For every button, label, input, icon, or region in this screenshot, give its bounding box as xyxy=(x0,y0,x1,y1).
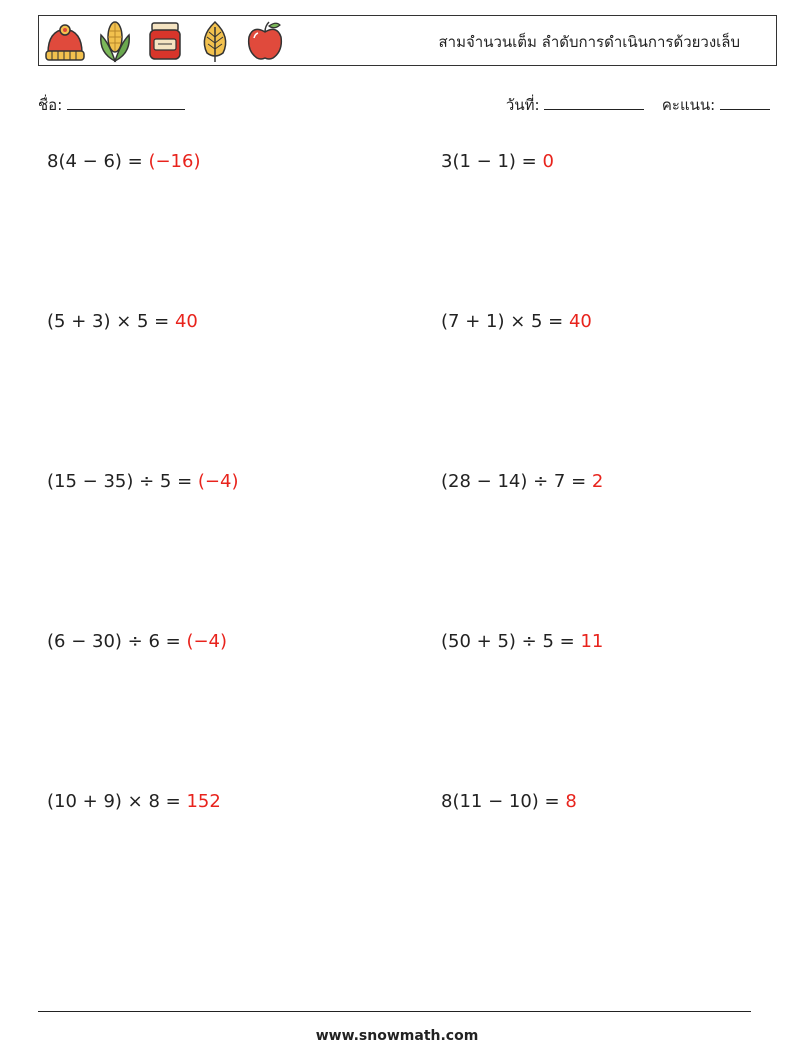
score-label: คะแนน: xyxy=(661,96,716,114)
worksheet-title: สามจำนวนเต็ม ลำดับการดำเนินการด้วยวงเล็บ xyxy=(438,33,740,51)
problem-5 xyxy=(47,471,238,492)
problem-1 xyxy=(47,151,200,172)
footer-divider xyxy=(38,1011,751,1012)
problem-answer: (−4) xyxy=(186,631,228,652)
problem-9 xyxy=(47,791,221,812)
problem-expression: (6 − 30) ÷ 6 = xyxy=(47,631,187,652)
problem-expression: 3(1 − 1) = xyxy=(441,151,543,172)
problem-answer: 2 xyxy=(591,471,604,492)
name-field xyxy=(38,93,185,117)
problem-answer: 40 xyxy=(568,311,592,332)
header-box xyxy=(38,15,777,66)
corn-icon xyxy=(93,19,137,63)
problem-answer: (−4) xyxy=(197,471,239,492)
problem-2 xyxy=(441,151,554,172)
problem-10 xyxy=(441,791,577,812)
leaf-icon xyxy=(193,19,237,63)
problem-answer: 40 xyxy=(174,311,198,332)
problem-6 xyxy=(441,471,603,492)
problem-answer: 0 xyxy=(542,151,554,172)
date-blank[interactable] xyxy=(544,95,644,110)
problem-answer: 152 xyxy=(186,791,221,812)
apple-icon xyxy=(243,19,287,63)
hat-icon xyxy=(43,19,87,63)
problem-expression: (7 + 1) × 5 = xyxy=(441,311,569,332)
problem-expression: 8(4 − 6) = xyxy=(47,151,149,172)
name-label: ชื่อ: xyxy=(38,96,63,114)
problem-expression: (50 + 5) ÷ 5 = xyxy=(441,631,581,652)
problem-7 xyxy=(47,631,227,652)
problem-expression: (15 − 35) ÷ 5 = xyxy=(47,471,198,492)
date-score-fields xyxy=(506,93,770,117)
problem-expression: 8(11 − 10) = xyxy=(441,791,566,812)
problem-4 xyxy=(441,311,592,332)
jam-jar-icon xyxy=(143,19,187,63)
name-blank[interactable] xyxy=(67,95,185,110)
header-icons xyxy=(43,18,287,64)
problem-answer: 11 xyxy=(580,631,604,652)
problem-answer: (−16) xyxy=(148,151,201,172)
footer-site-link[interactable]: www.snowmath.com xyxy=(315,1028,479,1044)
problem-expression: (5 + 3) × 5 = xyxy=(47,311,175,332)
problem-3 xyxy=(47,311,198,332)
problem-expression: (10 + 9) × 8 = xyxy=(47,791,187,812)
problem-expression: (28 − 14) ÷ 7 = xyxy=(441,471,592,492)
problem-answer: 8 xyxy=(565,791,577,812)
score-blank[interactable] xyxy=(720,95,770,110)
problem-8 xyxy=(441,631,603,652)
date-label: วันที่: xyxy=(505,96,540,114)
